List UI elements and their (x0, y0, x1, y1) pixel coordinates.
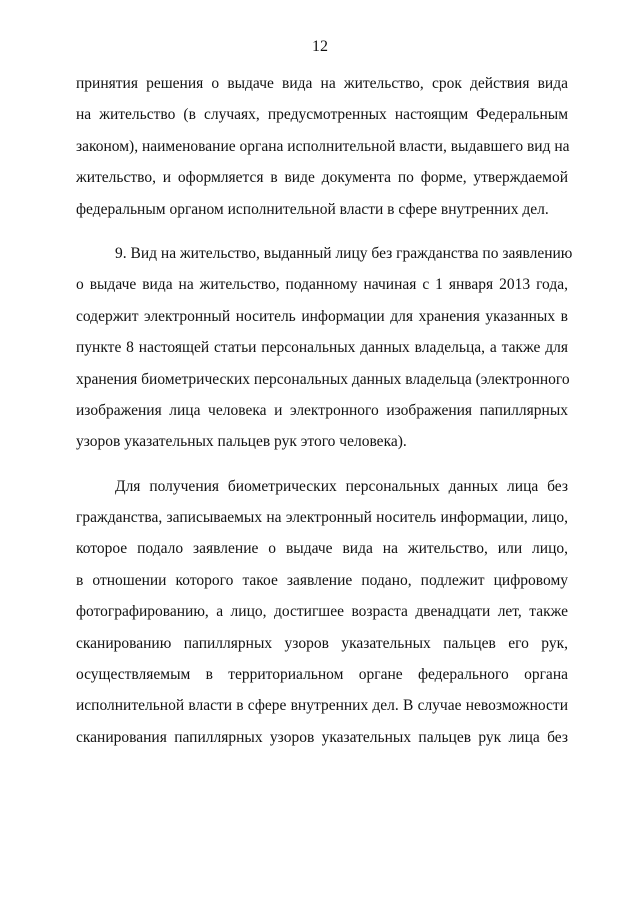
text-line: принятия решения о выдаче вида на жительство, срок действия вида (76, 75, 568, 92)
text-line: изображения лица человека и электронного изображения папиллярных (76, 401, 568, 419)
paragraph-continuation (76, 68, 568, 225)
paragraph-item-9 (76, 238, 573, 458)
text-line: на жительство (в случаях, предусмотренных настоящим Федеральным (76, 106, 568, 124)
text-line: узоров указательных пальцев рук этого человека). (76, 433, 407, 451)
text-line: законом), наименование органа исполнительной власти, выдавшего вид на (76, 137, 570, 155)
text-line: в отношении которого такое заявление подано, подлежит цифровому (76, 571, 568, 589)
text-line: Для получения биометрических персональных данных лица без (115, 477, 568, 495)
text-line: которое подало заявление о выдаче вида на жительство, или лицо, (76, 540, 568, 558)
text-line: федеральным органом исполнительной власти в сфере внутренних дел. (76, 200, 549, 218)
text-line: фотографированию, а лицо, достигшее возраста двенадцати лет, также (76, 603, 568, 621)
text-line: жительство, и оформляется в виде документа по форме, утверждаемой (76, 169, 568, 187)
text-line: гражданства, записываемых на электронный носитель информации, лицо, (76, 509, 568, 527)
paragraph-biometrics (76, 471, 568, 754)
text-line: осуществляемым в территориальном органе федерального органа (76, 666, 568, 684)
document-body (76, 68, 573, 753)
text-line: о выдаче вида на жительство, поданному начиная с 1 января 2013 года, (76, 276, 568, 294)
text-line: 9. Вид на жительство, выданный лицу без гражданства по заявлению (115, 244, 573, 262)
text-line: содержит электронный носитель информации для хранения указанных в (76, 307, 568, 325)
page-number: 12 (312, 38, 328, 55)
text-line: исполнительной власти в сфере внутренних дел. В случае невозможности (76, 697, 568, 715)
text-line: сканирования папиллярных узоров указательных пальцев рук лица без (76, 728, 568, 746)
text-line: пункте 8 настоящей статьи персональных данных владельца, а также для (76, 339, 568, 357)
text-line: сканированию папиллярных узоров указательных пальцев его рук, (76, 634, 568, 652)
text-line: хранения биометрических персональных данных владельца (электронного (76, 370, 570, 388)
